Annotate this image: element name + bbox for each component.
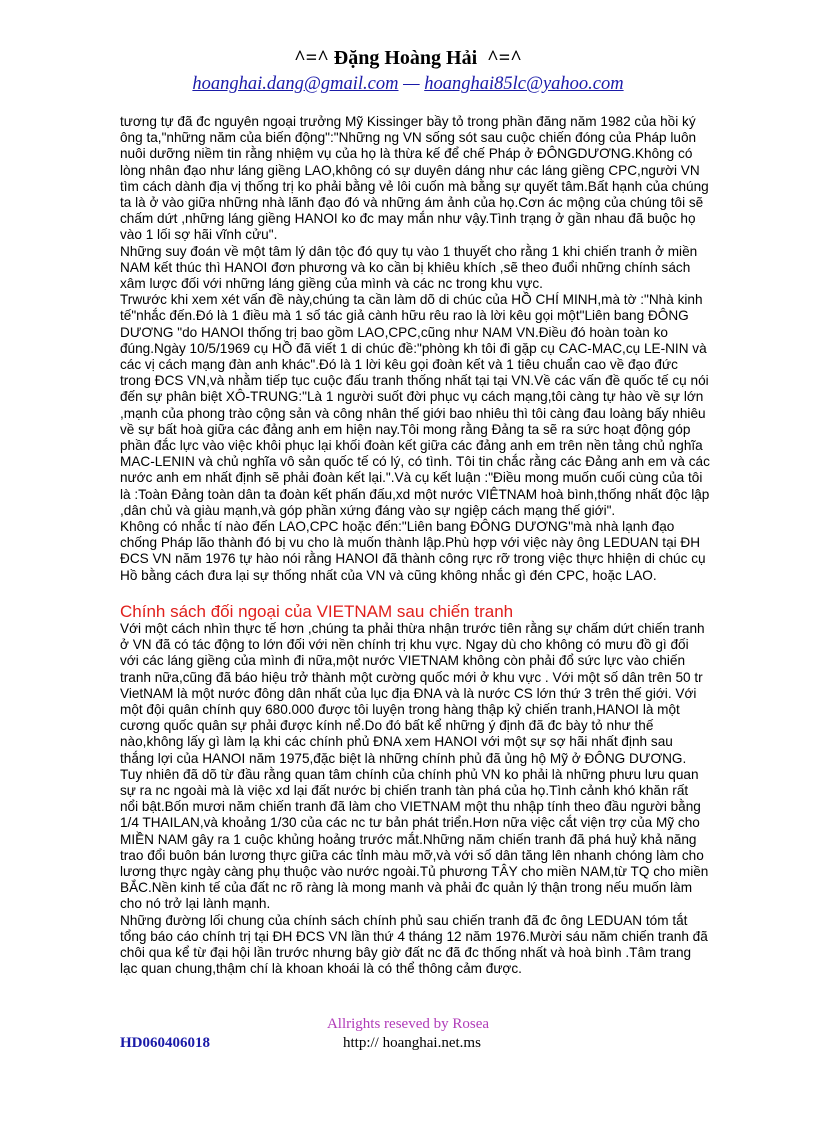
footer-document-id: HD060406018 bbox=[120, 1035, 210, 1051]
paragraph-speculation: Những suy đoán về một tâm lý dân tộc đó quy tụ vào 1 thuyết cho rằng 1 khi chiến tranh ở miền NAM kết thúc thì HANOI đơn phương và ko cần bị khiêu khích ,sẽ theo đuổi những chính sách xâm lược đối với những láng giềng của mình và các nc trong khu vực. bbox=[120, 243, 698, 292]
author-title: ^=^ Đặng Hoàng Hải ^=^ bbox=[294, 47, 522, 69]
paragraph-foreign-policy: Với một cách nhìn thực tế hơn ,chúng ta phải thừa nhận trước tiên rằng sự chấm dứt chiến tranh ở VN đã có tác động to lớn đối với nền chính trị khu vực. Ngay dù cho không có mưu đồ gì đối với các láng giềng của mình đi nữa,một nước VIETNAM không còn phải đổ sức lực vào chiến tranh nữa,cũng đã báo hiệu trở thành một cường quốc mới ở khu vực . Với một số dân trên 50 tr VietNAM là một nước đông dân nhất của lục địa ĐNA và là nước CS lớn thứ 3 trên thế giới. Với một đội quân chính quy 680.000 được tôi luyện trong hàng thập kỷ chiến tranh,HANOI là một cương quốc quân sự phải được kính nể.Do đó bất kể những ý định đã đc bày tỏ như thế nào,không lấy gì làm lạ khi các chính phủ ĐNA xem HANOI với một sự sợ hãi nhất định sau thắng lợi của HANOI năm 1975,đặc biệt là những chính phủ đã ủng hộ Mỹ ở ĐÔNG DƯƠNG. Tuy nhiên đã dõ từ đầu rằng quan tâm chính của chính phủ VN ko phải là những phưu lưu quan sự ra nc ngoài mà là việc xd lại đất nước bị chiến tranh tàn phá của họ.Tình cảnh khó khăn rất nổi bật.Bốn mươi năm chiến tranh đã làm cho VIETNAM một thu nhập tính theo đầu người bằng 1/4 THAILAN,và khoảng 1/30 của các nc tư bản phát triển.Hơn nữa việc cắt viện trợ của Mỹ cho MIỀN NAM gây ra 1 cuộc khủng hoảng trước mắt.Những năm chiến tranh đã phá huỷ khả năng trao đổi buôn bán lương thực giữa các tỉnh màu mỡ,và với số dân tăng lên nhanh chóng làm cho lương thực ngày càng phụ thuộc vào nước ngoài.Tủ phương TÂY cho miền NAM,từ TQ cho miền BẮC.Nền kinh tế của đất nc rõ ràng là mong manh và phải đc quản lý thận trong nếu muốn làm cho nó trở lại lành mạnh. bbox=[120, 620, 709, 912]
footer-rights: Allrights reseved by Rosea bbox=[326, 1016, 490, 1032]
email-link-gmail[interactable]: hoanghai.dang@gmail.com bbox=[192, 74, 399, 94]
email-separator: — bbox=[398, 74, 425, 94]
section-heading: Chính sách đối ngoại của VIETNAM sau chiến tranh bbox=[120, 601, 514, 621]
email-link-yahoo[interactable]: hoanghai85lc@yahoo.com bbox=[424, 74, 624, 94]
paragraph-no-mention: Không có nhắc tí nào đến LAO,CPC hoặc đến:"Liên bang ĐÔNG DƯƠNG"mà nhà lạnh đạo chống Pháp lão thành đó bị vu cho là muốn thành lập.Phù hợp với việc này ông LEDUAN tại ĐH ĐCS VN năm 1976 tự hào nói rằng HANOI đã thành công rực rỡ trong việc thực hhiện di chúc cụ Hồ bằng cách đưa lại sự thống nhất của VN và cũng không nhắc gì đén CPC, hoặc LAO. bbox=[120, 519, 706, 583]
paragraph-ho-chi-minh-testament: Trwước khi xem xét vấn đề này,chúng ta cần làm dõ di chúc của HỒ CHÍ MINH,mà tờ :"Nhà kinh tế"nhắc đến.Đó là 1 điều mà 1 số tác giả cành hữu rêu rao là lời kêu gọi một"Liên bang ĐÔNG DƯƠNG "do HANOI thống trị bao gồm LAO,CPC,cũng như NAM VN.Điều đó hoàn toàn ko đúng.Ngày 10/5/1969 cụ HỒ đã viết 1 di chúc đề:"phòng kh tôi đi gặp cụ CAC-MAC,cụ LE-NIN và các vị cách mạng đàn anh khác".Đó là 1 lời kêu gọi đoàn kết và 1 tiêu chuẩn cao về đạo đức trong ĐCS VN,và nhằm tiếp tục cuộc đấu tranh thống nhất tại tại VN.Về các vấn đề quốc tế cụ nói đến sự phân biệt XÔ-TRUNG:"Là 1 người suốt đời phục vụ cách mạng,tôi càng tự hào về sự lớn ,mạnh của phong trào cộng sản và công nhân thế giới bao nhiêu thì tôi càng đau loàng bấy nhiêu về sự bất hoà giữa các đảng anh em hiện nay.Tôi mong rằng Đảng ta sẽ ra sức hoạt động góp phần đắc lực vào việc khôi phục lại khối đoàn kết giữa các đảng anh em trên nền tảng chủ nghĩa MAC-LENIN và chủ nghĩa vô sản quốc tế có lý, có tình. Tôi tin chắc rằng các Đảng anh em và các nước anh em nhất định sẽ phải đoàn kết lại.".Và cụ kết luận :"Điều mong muốn cuối cùng của tôi là :Toàn Đảng toàn dân ta đoàn kết phấn đấu,xd một nước VIÊTNAM hoà bình,thống nhất độc lập ,dân chủ và giàu mạnh,và góp phần xứng đáng vào sự ngiệp cách mạng thế giới". bbox=[120, 292, 710, 518]
paragraph-leduan-report: Những đường lối chung của chính sách chính phủ sau chiến tranh đã đc ông LEDUAN tóm tắt tổng báo cáo chính trị tại ĐH ĐCS VN lần thứ 4 tháng 12 năm 1976.Mười sáu năm chiến tranh đã chôi qua kể từ đại hội lần trước nhưng bây giờ đất nc đã đc thống nhất và hoà bình .Tâm trang lạc quan chung,thậm chí là khoan khoái là có thể thông cảm được. bbox=[120, 912, 708, 977]
paragraph-kissinger-quote: tương tự đã đc nguyên ngoại trưởng Mỹ Kissinger bầy tỏ trong phần đăng năm 1982 của hồi ký ông ta,"những năm của biến động":"Những ng VN sống sót sau cuộc chiến đóng của Pháp luôn nuôi dưỡng niềm tin rằng nhiệm vụ của họ là thừa kế để chế Pháp ở ĐÔNGDƯƠNG.Không có lòng nhân đạo như láng giềng LAO,không có sự duyên dáng như các láng giềng CPC,người VN tìm cách dành địa vị thống trị ko phải bằng vẻ lôi cuốn mà bằng sự quyết tâm.Bất hạnh của chúng ta là ở vào giữa những nhà lãnh đạo đó và những ám ảnh của họ.Cơn ác mộng của chúng tôi sẽ chấm dứt ,những láng giềng HANOI ko đc may mắn như vậy.Tình trạng ở gần nhau đã buộc họ vào 1 lối sợ hãi vĩnh cửu". bbox=[120, 114, 709, 243]
article-body bbox=[120, 114, 710, 977]
footer-url[interactable]: http:// hoanghai.net.ms bbox=[343, 1035, 481, 1051]
email-line bbox=[0, 74, 816, 95]
